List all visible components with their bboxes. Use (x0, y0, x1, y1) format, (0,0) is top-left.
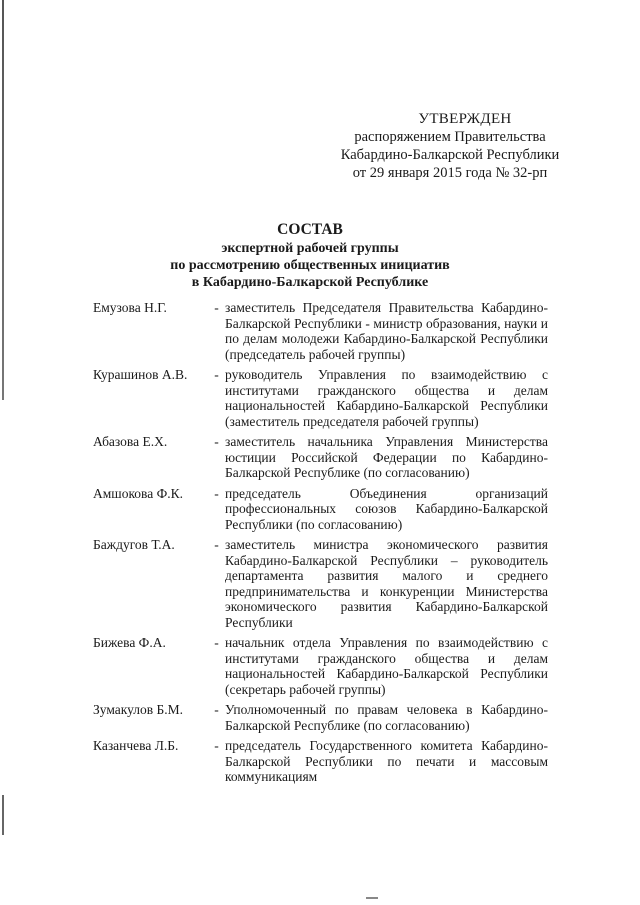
approval-line: Кабардино-Балкарской Республики (340, 147, 560, 163)
member-role: заместитель министра экономического развития Кабардино-Балкарской Республики – руководитель департамента развития малого и среднего предпринимательства и конкуренции Министерства экономического развития Кабардино-Балкарской Республики (225, 537, 548, 630)
member-name: Амшокова Ф.К. (93, 485, 184, 501)
member-dash: - (214, 485, 219, 501)
member-name: Курашинов А.В. (93, 367, 188, 382)
member-role: начальник отдела Управления по взаимодействию с институтами гражданского общества и делам национальностей Кабардино-Балкарской Республики (секретарь рабочей группы) (225, 635, 548, 697)
member-row (93, 300, 548, 362)
member-name: Абазова Е.Х. (93, 434, 168, 449)
member-dash: - (214, 367, 219, 382)
member-row (93, 702, 548, 733)
approval-line: распоряжением Правительства (354, 129, 546, 145)
member-row (93, 738, 548, 785)
title-line: экспертной рабочей группы (221, 241, 399, 256)
approval-date: от 29 января 2015 года № 32-рп (352, 165, 548, 181)
approval-stamp-block (330, 110, 570, 182)
member-name: Емузова Н.Г. (93, 300, 167, 315)
member-role: Уполномоченный по правам человека в Кабардино-Балкарской Республике (по согласованию) (225, 702, 548, 733)
member-name: Казанчева Л.Б. (93, 738, 179, 753)
member-role: заместитель Председателя Правительства Кабардино-Балкарской Республики - министр образования, науки и по делам молодежи Кабардино-Балкарской Республики (председатель рабочей группы) (225, 300, 548, 362)
scan-edge-mark (2, 0, 4, 400)
member-row (93, 434, 548, 481)
member-row (93, 486, 548, 533)
member-role: руководитель Управления по взаимодействию с институтами гражданского общества и делам национальностей Кабардино-Балкарской Республики (заместитель председателя рабочей группы) (225, 367, 548, 429)
title-line: по рассмотрению общественных инициатив (170, 258, 450, 273)
member-dash: - (214, 635, 219, 650)
member-dash: - (214, 537, 219, 552)
member-role: председатель Объединения организаций профессиональных союзов Кабардино-Балкарской Республики (по согласованию) (225, 485, 548, 532)
approval-heading: УТВЕРЖДЕН (418, 111, 512, 127)
member-name: Баждугов Т.А. (93, 537, 175, 552)
members-list (93, 300, 548, 790)
member-row (93, 367, 548, 429)
scan-edge-mark (2, 795, 4, 835)
member-dash: - (214, 434, 219, 449)
title-line: в Кабардино-Балкарской Республике (191, 275, 429, 290)
title-main: СОСТАВ (277, 221, 343, 238)
member-name: Бижева Ф.А. (93, 635, 166, 650)
member-name: Зумакулов Б.М. (93, 702, 184, 717)
scan-dust-mark (366, 897, 378, 899)
member-row (93, 635, 548, 697)
document-title (150, 221, 470, 291)
member-dash: - (214, 738, 219, 753)
member-role: председатель Государственного комитета Кабардино-Балкарской Республики по печати и массовым коммуникациям (225, 738, 548, 784)
member-row (93, 537, 548, 630)
member-role: заместитель начальника Управления Министерства юстиции Российской Федерации по Кабардино-Балкарской Республике (по согласованию) (225, 434, 548, 480)
member-dash: - (214, 702, 219, 717)
member-dash: - (214, 300, 219, 315)
